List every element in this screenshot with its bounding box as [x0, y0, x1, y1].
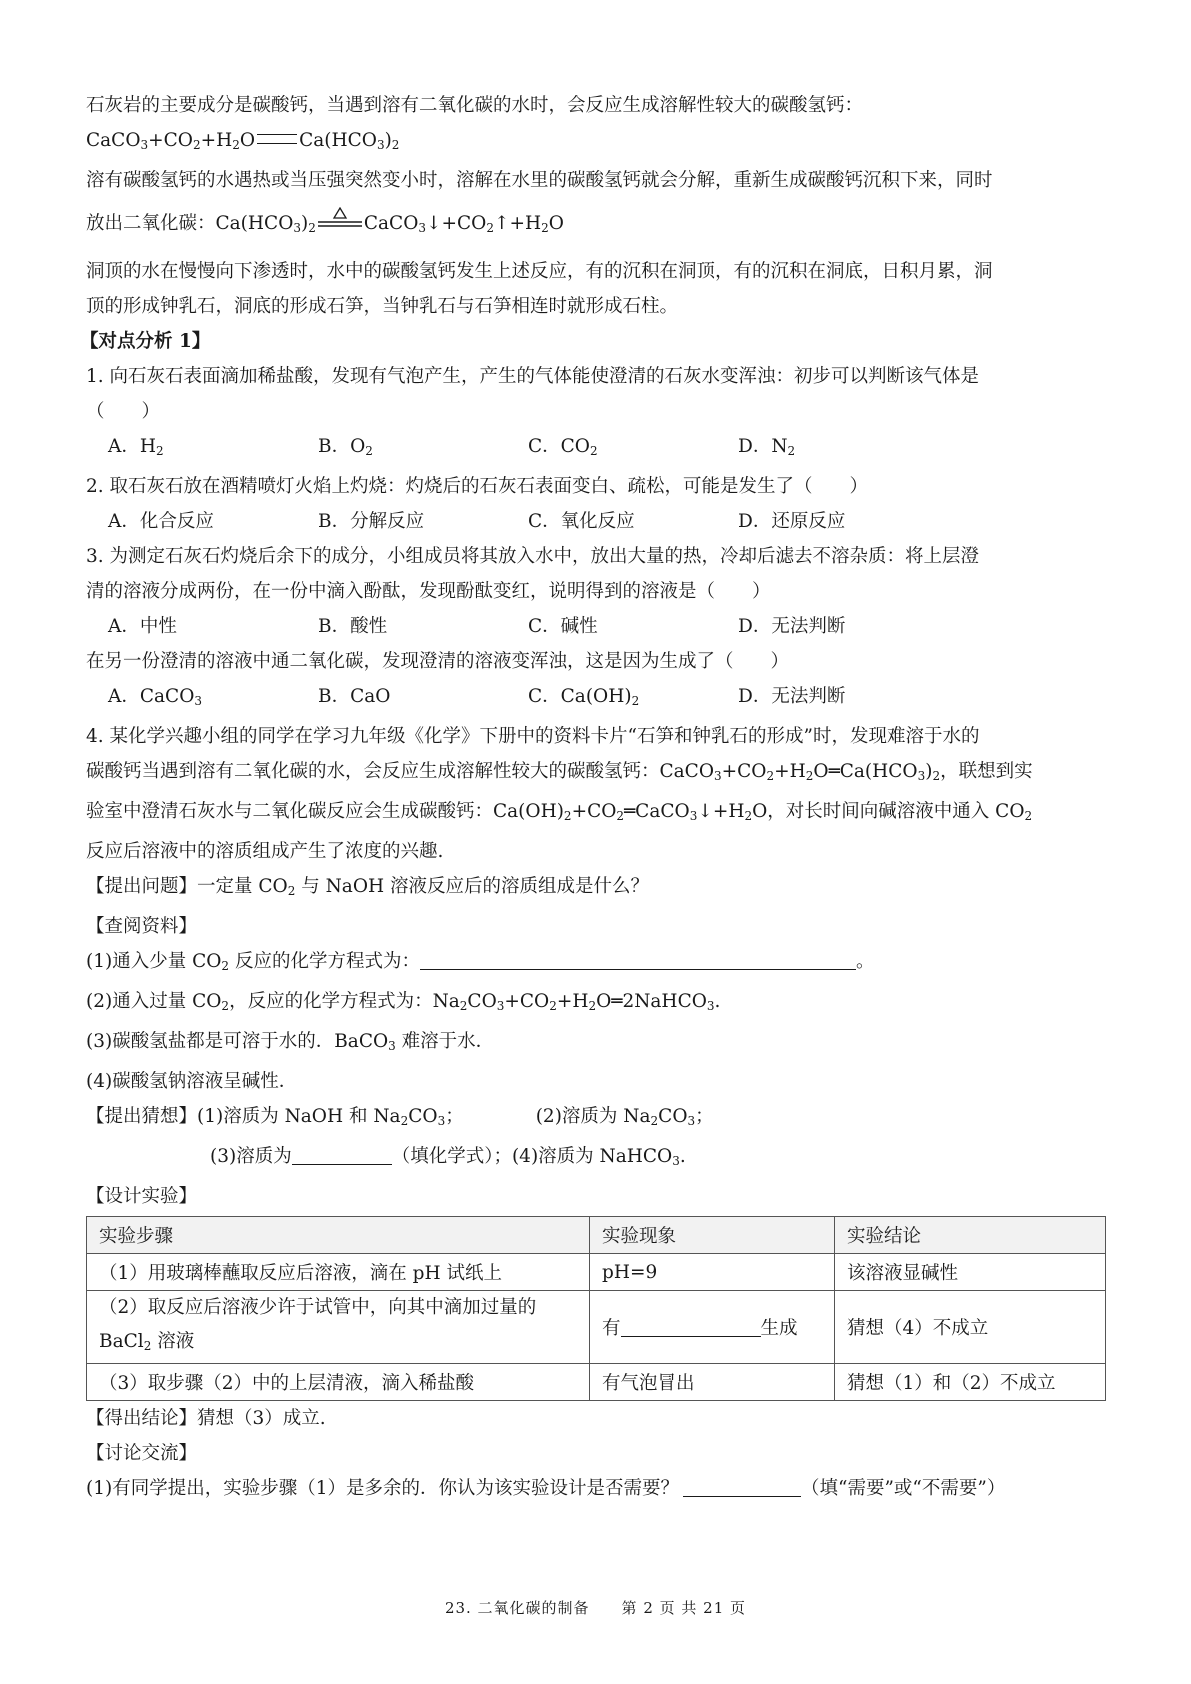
equation-2: 放出二氧化碳：$Ca(HCO_3)_2$ $CaCO_3↓+CO_2↑+H_2O$	[86, 206, 1116, 246]
conclusion-3: 猜想（1）和（2）不成立	[835, 1364, 1106, 1401]
q3b-option-b[interactable]: B．CaO	[318, 686, 391, 707]
answer-blank-1[interactable]	[420, 949, 856, 970]
q3b-option-a[interactable]: A．CaCO$_3$	[108, 686, 203, 708]
section-title: 【对点分析 1】	[80, 331, 211, 352]
intro-line-1: 石灰岩的主要成分是碳酸钙，当遇到溶有二氧化碳的水时，会反应生成溶解性较大的碳酸氢钙：	[86, 95, 864, 116]
header-conclusion: 实验结论	[835, 1217, 1106, 1254]
q3-text-3: 在另一份澄清的溶液中通二氧化碳，发现澄清的溶液变浑浊，这是因为生成了（ ）	[86, 651, 790, 672]
q4-line-1: 4. 某化学兴趣小组的同学在学习九年级《化学》下册中的资料卡片“石笋和钟乳石的形成”时，发现难溶于水的	[86, 726, 980, 747]
q1-paren: （ ）	[86, 401, 161, 422]
intro-line-4: 顶的形成钟乳石，洞底的形成石笋，当钟乳石与石笋相连时就形成石柱。	[86, 296, 679, 317]
step-2: （2）取反应后溶液少许于试管中，向其中滴加过量的 BaCl$_2$ 溶液	[87, 1291, 590, 1364]
phenomenon-2: 有 生成	[590, 1291, 835, 1364]
q3-option-b[interactable]: B．酸性	[318, 616, 388, 637]
q3-options	[86, 609, 1116, 644]
equals-sign	[257, 134, 297, 144]
q1-option-c[interactable]: C．$CO_2$	[528, 436, 598, 458]
reference-1: (1)通入少量 $CO_2$ 反应的化学方程式为： 。	[86, 951, 875, 973]
answer-blank-2[interactable]	[292, 1144, 392, 1165]
q2-options	[86, 504, 1116, 539]
answer-blank-3[interactable]	[621, 1316, 761, 1337]
header-steps: 实验步骤	[87, 1217, 590, 1254]
discuss-line-1: (1)有同学提出，实验步骤（1）是多余的．你认为该实验设计是否需要？ （填“需要”或“不需要”）	[86, 1478, 1006, 1499]
guess-line-2: (3)溶质为 （填化学式）；(4)溶质为 NaHCO$_3$.	[210, 1146, 686, 1168]
q2-text: 2. 取石灰石放在酒精喷灯火焰上灼烧：灼烧后的石灰石表面变白、疏松，可能是发生了（ ）	[86, 476, 869, 497]
q2-option-d[interactable]: D．还原反应	[738, 511, 846, 532]
q3b-option-c[interactable]: C．$Ca(OH)_2$	[528, 686, 640, 708]
q3-option-a[interactable]: A．中性	[108, 616, 177, 637]
heat-equals-icon	[316, 211, 364, 231]
q1-option-d[interactable]: D．$N_2$	[738, 436, 796, 458]
experiment-table	[86, 1216, 1106, 1401]
table-row	[87, 1291, 1106, 1364]
discuss-title: 【讨论交流】	[86, 1443, 198, 1464]
header-phenomena: 实验现象	[590, 1217, 835, 1254]
table-row	[87, 1364, 1106, 1401]
q3-options-2	[86, 679, 1116, 719]
q1-option-b[interactable]: B．$O_2$	[318, 436, 373, 458]
design-title: 【设计实验】	[86, 1186, 198, 1207]
phenomenon-3: 有气泡冒出	[590, 1364, 835, 1401]
intro-line-3: 洞顶的水在慢慢向下渗透时，水中的碳酸氢钙发生上述反应，有的沉积在洞顶，有的沉积在洞底，日积月累，洞	[86, 261, 993, 282]
q3-option-d[interactable]: D．无法判断	[738, 616, 846, 637]
ask-question: 【提出问题】一定量 $CO_2$ 与 NaOH 溶液反应后的溶质组成是什么？	[86, 876, 650, 898]
step-3: （3）取步骤（2）中的上层清液，滴入稀盐酸	[87, 1364, 590, 1401]
reference-title: 【查阅资料】	[86, 916, 198, 937]
q1-options	[86, 429, 1116, 469]
table-row	[87, 1254, 1106, 1291]
q3-text-2: 清的溶液分成两份，在一份中滴入酚酞，发现酚酞变红，说明得到的溶液是（ ）	[86, 581, 771, 602]
conclusion-2: 猜想（4）不成立	[835, 1291, 1106, 1364]
reference-2: (2)通入过量 $CO_2$，反应的化学方程式为：$Na_2CO_3+CO_2+H_2O═2NaHCO_3$.	[86, 991, 721, 1013]
q4-line-3: 验室中澄清石灰水与二氧化碳反应会生成碳酸钙：$Ca(OH)_2+CO_2═CaCO_3↓+H_2O$，对长时间向碱溶液中通入 $CO_2$	[86, 801, 1033, 823]
q3-option-c[interactable]: C．碱性	[528, 616, 598, 637]
conclusion-1: 该溶液显碱性	[835, 1254, 1106, 1291]
reference-4: (4)碳酸氢钠溶液呈碱性．	[86, 1071, 298, 1092]
q2-option-b[interactable]: B．分解反应	[318, 511, 425, 532]
q1-option-a[interactable]: A．$H_2$	[108, 436, 164, 458]
page-footer: 23. 二氧化碳的制备 第 2 页 共 21 页	[444, 1599, 747, 1617]
guess-line-1: 【提出猜想】(1)溶质为 NaOH 和 $Na_2CO_3$； (2)溶质为 $Na_2CO_3$；	[86, 1106, 714, 1128]
step-1: （1）用玻璃棒蘸取反应后溶液，滴在 pH 试纸上	[87, 1254, 590, 1291]
q4-line-2: 碳酸钙当遇到溶有二氧化碳的水，会反应生成溶解性较大的碳酸氢钙：$CaCO_3+CO_2+H_2O═Ca(HCO_3)_2$，联想到实	[86, 761, 1033, 783]
conclusion-line: 【得出结论】猜想（3）成立.	[86, 1408, 326, 1429]
q3-text-1: 3. 为测定石灰石灼烧后余下的成分，小组成员将其放入水中，放出大量的热，冷却后滤去不溶杂质：将上层澄	[86, 546, 980, 567]
q4-line-4: 反应后溶液中的溶质组成产生了浓度的兴趣.	[86, 841, 444, 862]
equation-1: $CaCO_3+CO_2+H_2O$ $Ca(HCO_3)_2$	[86, 130, 400, 152]
document-body	[80, 88, 1116, 1506]
q3b-option-d[interactable]: D．无法判断	[738, 686, 846, 707]
answer-blank-4[interactable]	[683, 1476, 801, 1497]
phenomenon-1: pH=9	[590, 1254, 835, 1291]
q2-option-a[interactable]: A．化合反应	[108, 511, 214, 532]
q2-option-c[interactable]: C．氧化反应	[528, 511, 635, 532]
table-header-row	[87, 1217, 1106, 1254]
q1-text: 1. 向石灰石表面滴加稀盐酸，发现有气泡产生，产生的气体能使澄清的石灰水变浑浊：初步可以判断该气体是	[86, 366, 980, 387]
reference-3: (3)碳酸氢盐都是可溶于水的．BaCO$_3$ 难溶于水．	[86, 1031, 495, 1053]
intro-line-2: 溶有碳酸氢钙的水遇热或当压强突然变小时，溶解在水里的碳酸氢钙就会分解，重新生成碳酸钙沉积下来，同时	[86, 170, 993, 191]
